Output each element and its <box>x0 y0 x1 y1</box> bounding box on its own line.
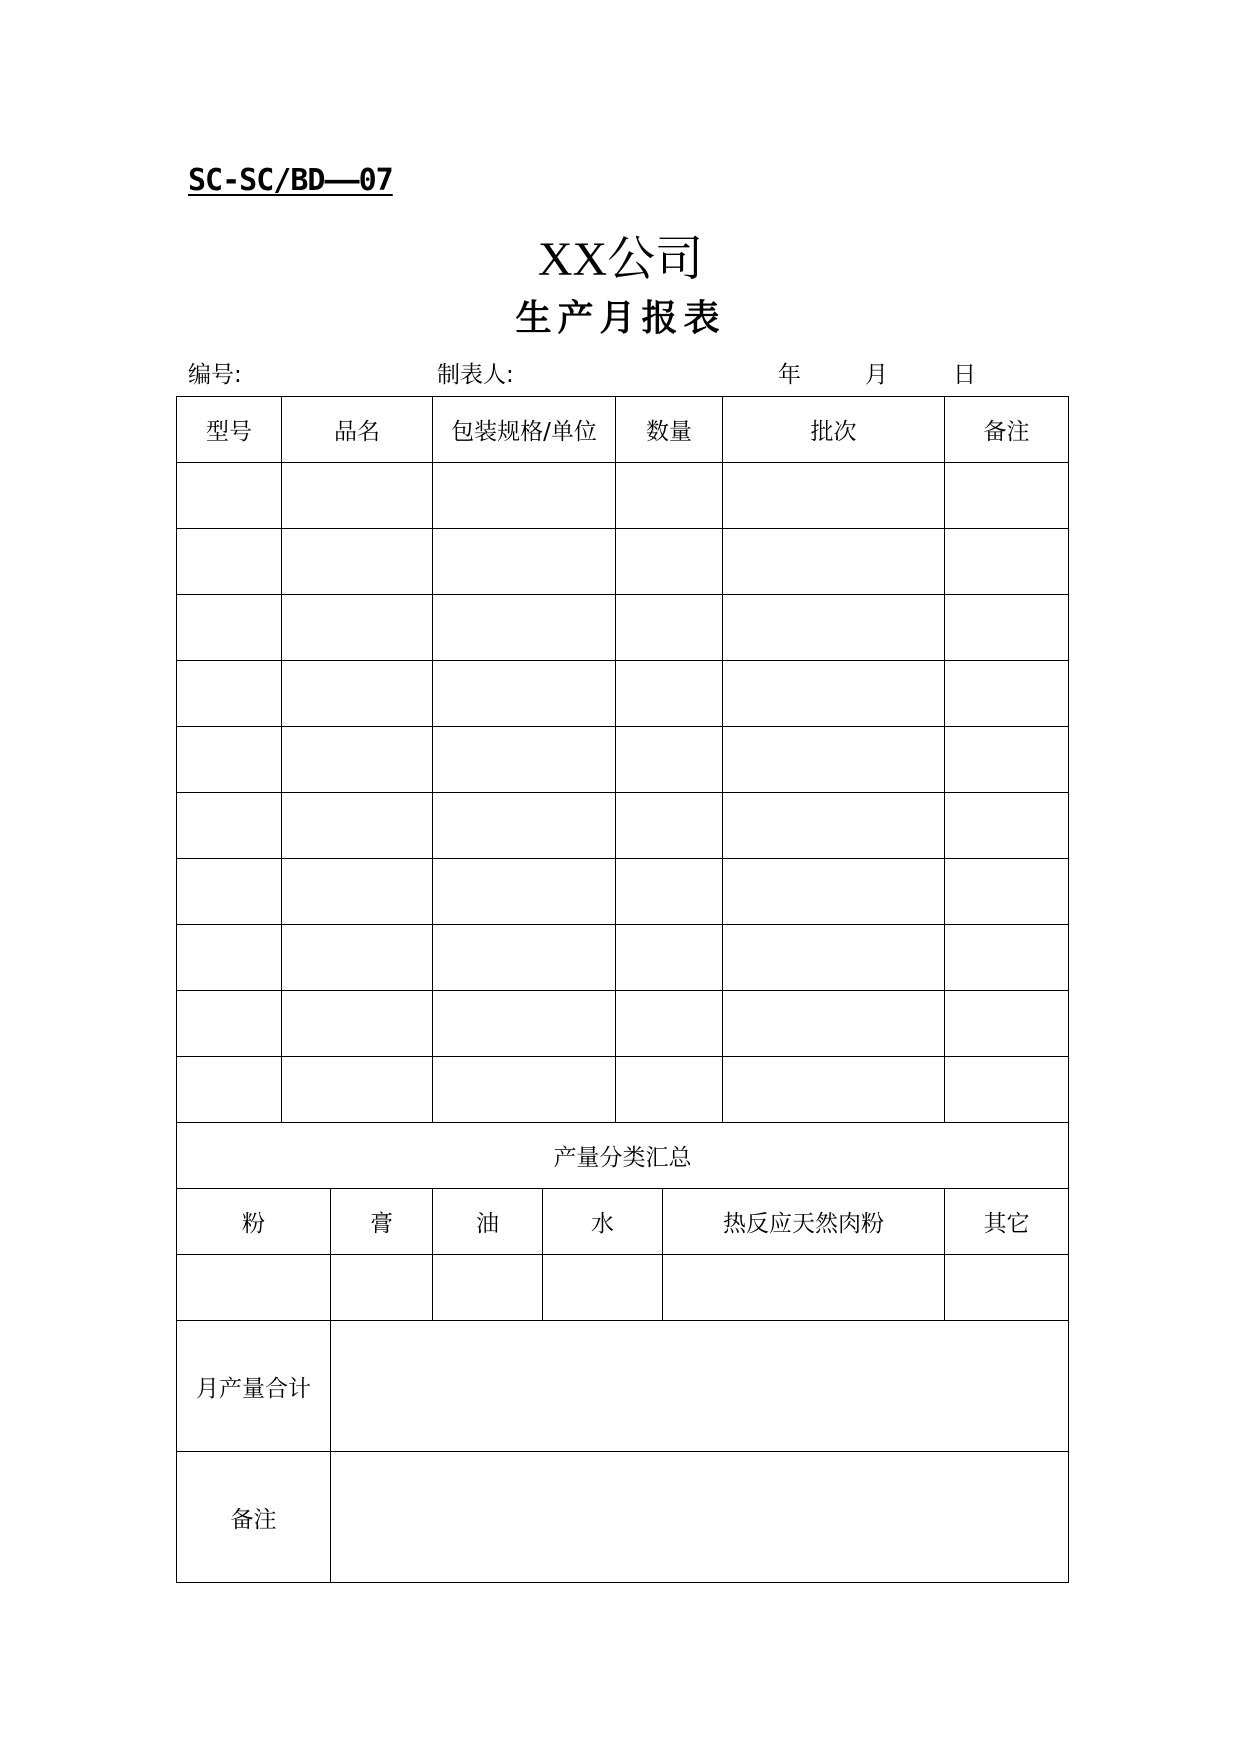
monthly-total-value[interactable] <box>331 1321 1069 1452</box>
summary-value-water[interactable] <box>543 1255 663 1321</box>
remarks-cell[interactable] <box>945 661 1069 727</box>
table-row <box>177 925 1069 991</box>
remarks-cell[interactable] <box>945 925 1069 991</box>
remarks-cell[interactable] <box>945 529 1069 595</box>
batch-cell[interactable] <box>723 529 945 595</box>
summary-header-reaction-meat-powder: 热反应天然肉粉 <box>663 1189 945 1255</box>
summary-values-row <box>177 1255 1069 1321</box>
packaging-cell[interactable] <box>433 463 616 529</box>
remarks-cell[interactable] <box>945 595 1069 661</box>
remarks-cell[interactable] <box>945 991 1069 1057</box>
batch-cell[interactable] <box>723 991 945 1057</box>
table-row <box>177 859 1069 925</box>
packaging-cell[interactable] <box>433 529 616 595</box>
remarks-row <box>177 1452 1069 1583</box>
product-name-cell[interactable] <box>282 991 433 1057</box>
summary-value-paste[interactable] <box>331 1255 433 1321</box>
product-name-cell[interactable] <box>282 529 433 595</box>
table-row <box>177 463 1069 529</box>
summary-title-row <box>177 1123 1069 1189</box>
maker-label: 制表人: <box>437 362 514 388</box>
quantity-cell[interactable] <box>616 529 723 595</box>
table-row <box>177 793 1069 859</box>
monthly-total-row <box>177 1321 1069 1452</box>
product-name-cell[interactable] <box>282 595 433 661</box>
table-row <box>177 661 1069 727</box>
summary-title: 产量分类汇总 <box>177 1123 1069 1189</box>
model-cell[interactable] <box>177 1057 282 1123</box>
quantity-cell[interactable] <box>616 925 723 991</box>
model-cell[interactable] <box>177 463 282 529</box>
product-name-cell[interactable] <box>282 1057 433 1123</box>
summary-header-other: 其它 <box>945 1189 1069 1255</box>
packaging-cell[interactable] <box>433 793 616 859</box>
product-name-cell[interactable] <box>282 925 433 991</box>
batch-cell[interactable] <box>723 925 945 991</box>
header-cell-batch: 批次 <box>723 397 945 463</box>
batch-cell[interactable] <box>723 595 945 661</box>
summary-value-powder[interactable] <box>177 1255 331 1321</box>
summary-header-powder: 粉 <box>177 1189 331 1255</box>
model-cell[interactable] <box>177 859 282 925</box>
header-cell-packaging: 包装规格/单位 <box>433 397 616 463</box>
model-cell[interactable] <box>177 529 282 595</box>
number-label: 编号: <box>188 362 242 388</box>
remarks-cell[interactable] <box>945 463 1069 529</box>
production-report-table <box>176 396 1069 1583</box>
quantity-cell[interactable] <box>616 727 723 793</box>
batch-cell[interactable] <box>723 727 945 793</box>
quantity-cell[interactable] <box>616 991 723 1057</box>
batch-cell[interactable] <box>723 1057 945 1123</box>
remarks-value[interactable] <box>331 1452 1069 1583</box>
table-row <box>177 529 1069 595</box>
summary-header-paste: 膏 <box>331 1189 433 1255</box>
quantity-cell[interactable] <box>616 793 723 859</box>
remarks-cell[interactable] <box>945 793 1069 859</box>
batch-cell[interactable] <box>723 463 945 529</box>
quantity-cell[interactable] <box>616 661 723 727</box>
product-name-cell[interactable] <box>282 661 433 727</box>
packaging-cell[interactable] <box>433 925 616 991</box>
table-row <box>177 727 1069 793</box>
summary-header-row <box>177 1189 1069 1255</box>
day-label: 日 <box>953 362 976 388</box>
packaging-cell[interactable] <box>433 991 616 1057</box>
remarks-label: 备注 <box>177 1452 331 1583</box>
header-cell-model: 型号 <box>177 397 282 463</box>
model-cell[interactable] <box>177 595 282 661</box>
product-name-cell[interactable] <box>282 463 433 529</box>
remarks-cell[interactable] <box>945 1057 1069 1123</box>
product-name-cell[interactable] <box>282 859 433 925</box>
header-cell-quantity: 数量 <box>616 397 723 463</box>
packaging-cell[interactable] <box>433 595 616 661</box>
company-name: XX公司 <box>537 233 704 286</box>
document-code: SC-SC/BD——07 <box>188 163 393 198</box>
packaging-cell[interactable] <box>433 859 616 925</box>
packaging-cell[interactable] <box>433 1057 616 1123</box>
summary-value-oil[interactable] <box>433 1255 543 1321</box>
quantity-cell[interactable] <box>616 1057 723 1123</box>
table-row <box>177 595 1069 661</box>
summary-value-reaction-meat-powder[interactable] <box>663 1255 945 1321</box>
month-label: 月 <box>865 362 888 388</box>
model-cell[interactable] <box>177 727 282 793</box>
batch-cell[interactable] <box>723 661 945 727</box>
remarks-cell[interactable] <box>945 727 1069 793</box>
packaging-cell[interactable] <box>433 727 616 793</box>
batch-cell[interactable] <box>723 859 945 925</box>
table-row <box>177 991 1069 1057</box>
summary-value-other[interactable] <box>945 1255 1069 1321</box>
model-cell[interactable] <box>177 991 282 1057</box>
year-label: 年 <box>778 362 801 388</box>
summary-header-water: 水 <box>543 1189 663 1255</box>
table-row <box>177 1057 1069 1123</box>
model-cell[interactable] <box>177 661 282 727</box>
header-cell-product-name: 品名 <box>282 397 433 463</box>
quantity-cell[interactable] <box>616 859 723 925</box>
quantity-cell[interactable] <box>616 595 723 661</box>
main-header-row <box>177 397 1069 463</box>
report-title: 生产月报表 <box>515 298 726 339</box>
product-name-cell[interactable] <box>282 727 433 793</box>
batch-cell[interactable] <box>723 793 945 859</box>
summary-header-oil: 油 <box>433 1189 543 1255</box>
packaging-cell[interactable] <box>433 661 616 727</box>
header-cell-remarks: 备注 <box>945 397 1069 463</box>
quantity-cell[interactable] <box>616 463 723 529</box>
product-name-cell[interactable] <box>282 793 433 859</box>
model-cell[interactable] <box>177 925 282 991</box>
remarks-cell[interactable] <box>945 859 1069 925</box>
model-cell[interactable] <box>177 793 282 859</box>
monthly-total-label: 月产量合计 <box>177 1321 331 1452</box>
